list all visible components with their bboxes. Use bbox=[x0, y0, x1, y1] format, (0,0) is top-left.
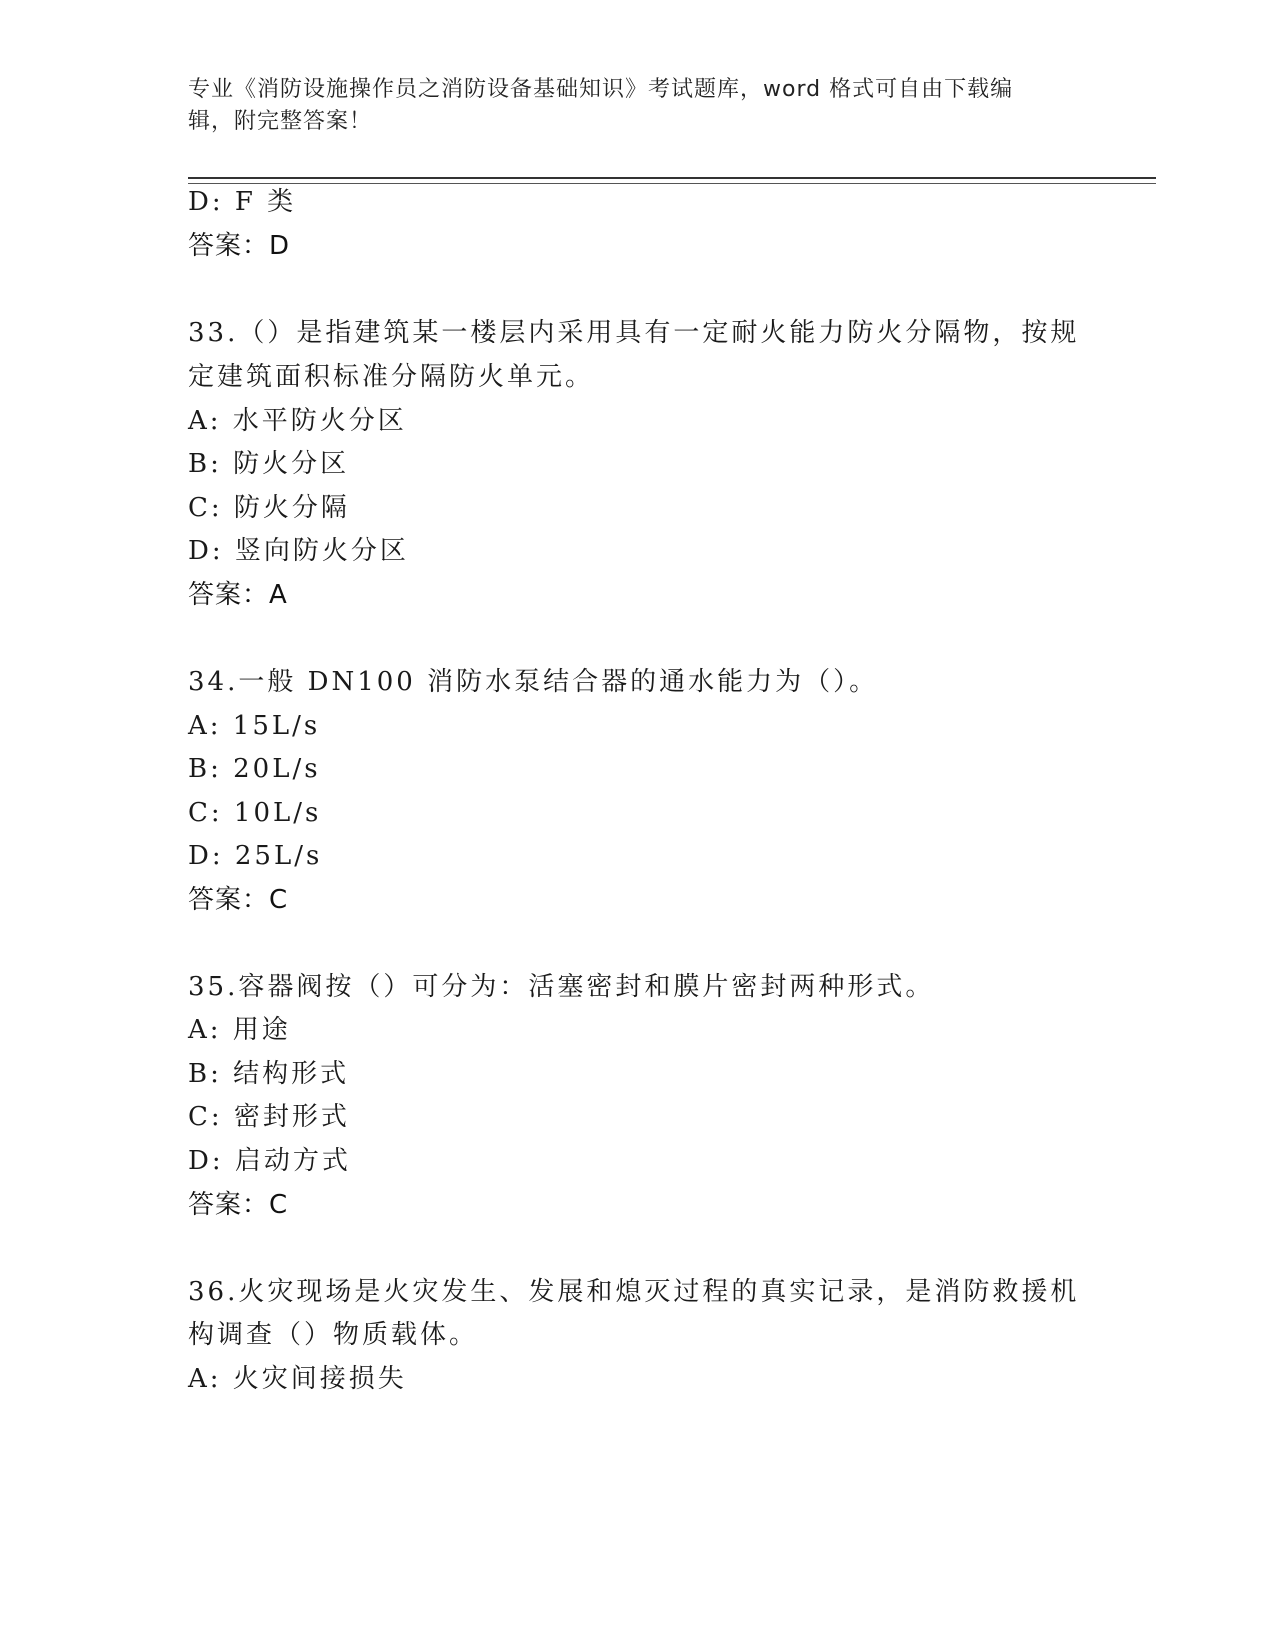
question-35-answer: 答案：C bbox=[188, 1190, 289, 1220]
question-34-option-d: D: 25L/s bbox=[188, 841, 323, 871]
question-33-stem-line-2: 定建筑面积标准分隔防火单元。 bbox=[188, 362, 595, 392]
question-34-option-b: B: 20L/s bbox=[188, 754, 321, 784]
question-36-option-a: A: 火灾间接损失 bbox=[188, 1364, 407, 1394]
question-33-option-a: A: 水平防火分区 bbox=[188, 406, 407, 436]
question-33-stem-line-1: 33.（）是指建筑某一楼层内采用具有一定耐火能力防火分隔物，按规 bbox=[188, 318, 1080, 348]
question-35-option-b: B: 结构形式 bbox=[188, 1059, 350, 1089]
prev-answer: 答案：D bbox=[188, 231, 291, 261]
question-36-stem-line-1: 36.火灾现场是火灾发生、发展和熄灭过程的真实记录，是消防救援机 bbox=[188, 1277, 1080, 1307]
question-35-option-a: A: 用途 bbox=[188, 1015, 291, 1045]
header-divider-thick bbox=[188, 177, 1156, 179]
question-34-stem-line-1: 34.一般 DN100 消防水泵结合器的通水能力为（）。 bbox=[188, 667, 879, 697]
question-34-option-a: A: 15L/s bbox=[188, 711, 321, 741]
question-33-answer: 答案：A bbox=[188, 580, 288, 610]
question-33-option-c: C: 防火分隔 bbox=[188, 493, 350, 523]
question-33-option-b: B: 防火分区 bbox=[188, 449, 350, 479]
question-36-stem-line-2: 构调查（）物质载体。 bbox=[188, 1320, 479, 1350]
header-divider-thin bbox=[188, 183, 1156, 184]
question-35-stem-line-1: 35.容器阀按（）可分为：活塞密封和膜片密封两种形式。 bbox=[188, 972, 935, 1002]
header-line-1: 专业《消防设施操作员之消防设备基础知识》考试题库，word 格式可自由下载编 bbox=[188, 77, 1014, 102]
question-35-option-d: D: 启动方式 bbox=[188, 1146, 351, 1176]
question-34-answer: 答案：C bbox=[188, 885, 289, 915]
header-line-2: 辑，附完整答案！ bbox=[188, 109, 373, 134]
page-header bbox=[188, 74, 1088, 138]
question-34-option-c: C: 10L/s bbox=[188, 798, 322, 828]
question-33-option-d: D: 竖向防火分区 bbox=[188, 536, 409, 566]
question-35-option-c: C: 密封形式 bbox=[188, 1102, 350, 1132]
prev-option-d: D: F 类 bbox=[188, 187, 297, 217]
